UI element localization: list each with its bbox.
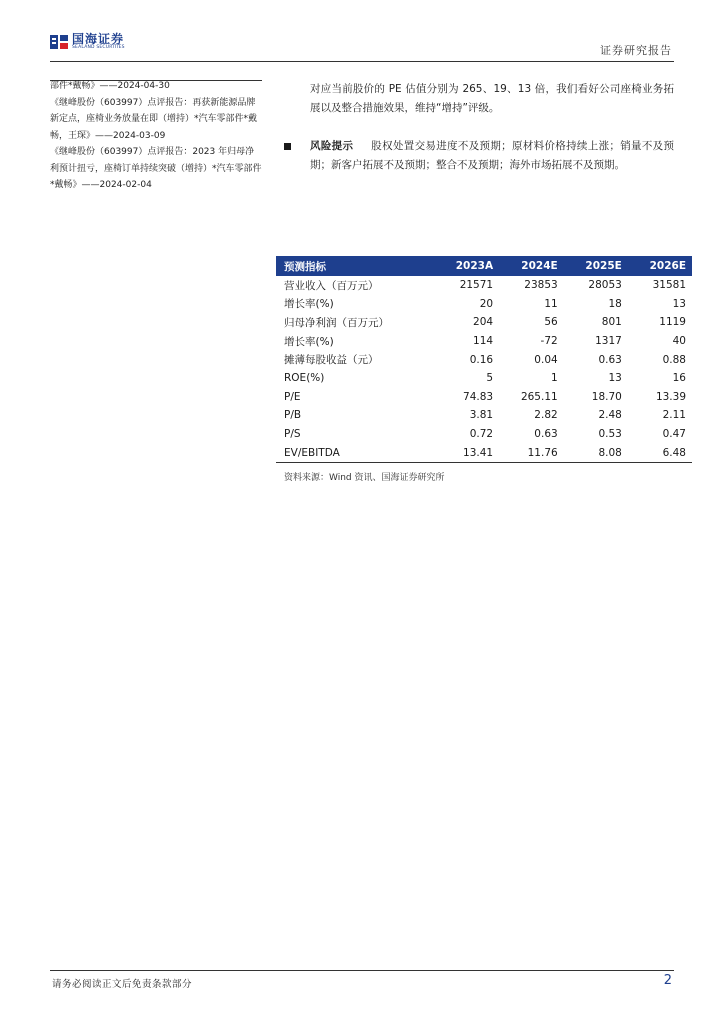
table-row: [276, 295, 692, 314]
table-cell: 1317: [595, 335, 622, 348]
table-cell: 0.53: [598, 428, 622, 441]
table-cell: 0.47: [662, 428, 686, 441]
table-header-row: [276, 256, 692, 276]
table-cell: 0.63: [534, 428, 558, 441]
table-cell: 1119: [659, 316, 686, 329]
table-cell: 1: [551, 372, 558, 385]
page-number: 2: [663, 973, 672, 988]
table-cell: 31581: [652, 279, 686, 292]
table-cell: 204: [473, 316, 494, 329]
table-row: [276, 313, 692, 332]
table-cell: 11.76: [499, 443, 564, 462]
column-header: 2024E: [499, 256, 564, 276]
header-divider: [50, 61, 674, 62]
table-cell: 56: [544, 316, 558, 329]
risk-section: [284, 137, 674, 175]
table-cell: 13.39: [655, 390, 686, 403]
column-header: 2026E: [628, 256, 692, 276]
table-cell: 3.81: [469, 409, 494, 422]
table-cell: 20: [479, 297, 494, 310]
related-report-item: 部件*戴畅》——2024-04-30: [50, 81, 170, 91]
table-row: [276, 350, 692, 369]
table-cell: 28053: [588, 279, 622, 292]
column-header: 2023A: [434, 256, 499, 276]
footer-divider: [50, 970, 674, 971]
table-source: 资料来源：Wind 资讯、国海证券研究所: [284, 473, 445, 483]
row-label: EV/EBITDA: [276, 443, 434, 462]
table-cell: 0.72: [469, 428, 494, 441]
table-cell: 6.48: [628, 443, 692, 462]
table-row: [276, 332, 692, 351]
table-cell: 801: [601, 316, 622, 329]
risk-text: 股权处置交易进度不及预期；原材料价格持续上涨；销量不及预期；新客户拓展不及预期；整合不及预期；海外市场拓展不及预期。: [310, 140, 675, 171]
square-bullet-icon: [284, 143, 291, 150]
table-cell: 13: [672, 297, 686, 310]
related-report-item: 《继峰股份（603997）点评报告：2023 年归母净利预计扭亏，座椅订单持续突破（增持）*汽车零部件*戴畅》——2024-02-04: [50, 147, 262, 190]
report-type-label: 证券研究报告: [600, 44, 672, 57]
row-label: 增长率(%): [284, 298, 334, 311]
table-cell: 23853: [524, 279, 558, 292]
table-body: [276, 276, 692, 462]
table-row: [276, 388, 692, 407]
row-label: 营业收入（百万元）: [284, 279, 379, 292]
table-cell: 8.08: [564, 443, 628, 462]
row-label: 摊薄每股收益（元）: [284, 354, 379, 367]
row-label: ROE(%): [284, 372, 325, 385]
table-cell: 5: [486, 372, 494, 385]
row-label: P/E: [284, 390, 301, 403]
table-cell: 2.11: [662, 409, 686, 422]
table-cell: 18.70: [591, 390, 622, 403]
table-cell: 114: [473, 335, 494, 348]
row-label: P/B: [284, 409, 302, 422]
column-header: 预测指标: [276, 256, 434, 276]
forecast-table: [276, 256, 692, 463]
risk-title: 风险提示: [310, 140, 354, 152]
related-report-item: 《继峰股份（603997）点评报告：再获新能源品牌新定点，座椅业务放量在即（增持）*汽车零部件*戴畅，王琛》——2024-03-09: [50, 97, 258, 141]
table-row: [276, 406, 692, 425]
table-cell: 0.16: [469, 353, 494, 366]
table-row: [276, 369, 692, 388]
table-cell: 0.88: [662, 353, 686, 366]
table-cell: 11: [544, 297, 558, 310]
table-cell: 40: [672, 335, 686, 348]
table-cell: -72: [540, 335, 558, 348]
logo-name-cn: 国海证券: [72, 32, 125, 47]
logo-name-en: SEALAND SECURITIES: [72, 45, 125, 51]
table-cell: 0.63: [598, 353, 622, 366]
valuation-paragraph: 对应当前股价的 PE 估值分别为 265、19、13 倍，我们看好公司座椅业务拓展以及整合措施效果，维持“增持”评级。: [310, 83, 674, 114]
row-label: 归母净利润（百万元）: [284, 316, 389, 329]
table-cell: 13.41: [434, 443, 499, 462]
table-cell: 13: [608, 372, 622, 385]
table-row: [276, 443, 692, 462]
table-cell: 74.83: [463, 390, 494, 403]
table-cell: 21571: [459, 279, 494, 292]
related-reports: [50, 78, 262, 194]
table-row: [276, 276, 692, 295]
column-header: 2025E: [564, 256, 628, 276]
table-cell: 2.48: [598, 409, 622, 422]
sealand-logo-icon: [50, 33, 68, 51]
row-label: 增长率(%): [284, 335, 334, 348]
row-label: P/S: [284, 428, 301, 441]
table-cell: 265.11: [520, 390, 558, 403]
table-cell: 2.82: [534, 409, 558, 422]
table-cell: 18: [608, 297, 622, 310]
company-logo: [50, 31, 125, 53]
table-cell: 0.04: [534, 353, 558, 366]
table-row: [276, 425, 692, 444]
table-cell: 16: [672, 372, 686, 385]
disclaimer-note: 请务必阅读正文后免责条款部分: [52, 979, 193, 990]
